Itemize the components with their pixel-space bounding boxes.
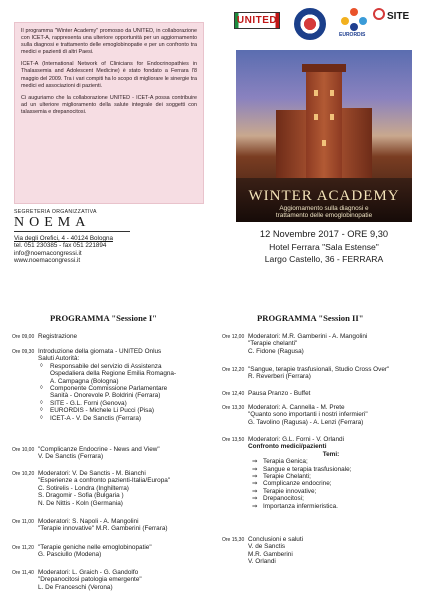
program-row: [12, 348, 176, 422]
greeting-item: ◊ Componente Commissione Parlamentare Sanità - Onorevole P. Boldrini (Ferrara): [40, 385, 168, 400]
program-time: Ore 10,20: [12, 470, 35, 477]
program-time: Ore 11,00: [12, 518, 34, 525]
diamond-icon: ◊: [40, 407, 43, 414]
event-info: [236, 228, 412, 265]
program-row: Ore 13,30 Moderatori: A. Cannella - M. Prete "Quanto sono importanti i nostri infermieri" G. Tavolino (Ragusa) - A. Lenzi (Ferrara): [222, 404, 368, 426]
topic-item: ⇒ Importanza infermieristica.: [252, 502, 338, 510]
figure-icon: [350, 8, 358, 16]
icet-a-logo: [294, 8, 326, 40]
program-row: Ore 12,20 "Sangue, terapie trasfusionali, Studio Cross Over" R. Reverberi (Ferrara): [222, 366, 390, 381]
arrow-icon: ⇒: [252, 465, 258, 473]
program-time: Ore 12,00: [222, 333, 245, 340]
intro-paragraph: ICET-A (International Network of Clinicians for Endocrinopathies in Thalassemia and Adolescent Medicine) è stato fondato a Ferrara l'8 maggio del 2009. Tra i vari compiti ha lo scopo di migliorare le sinergie tra medici ed associazioni di pazienti.: [21, 61, 197, 89]
diamond-icon: ◊: [40, 362, 43, 369]
topic-item: ⇒ Terapie innovative;: [252, 487, 317, 495]
logo-strip: [234, 8, 414, 44]
organizer-email[interactable]: info@noemacongressi.it: [14, 249, 82, 257]
divider: [14, 231, 130, 232]
diamond-icon: ◊: [40, 385, 43, 392]
program-time: Ore 12,20: [222, 366, 245, 373]
castle-illustration: [276, 70, 372, 178]
poster-title: WINTER ACADEMY: [248, 188, 400, 204]
arrow-icon: ⇒: [252, 487, 258, 495]
organizer-website[interactable]: www.noemacongressi.it: [14, 256, 81, 264]
program-time: Ore 13,30: [222, 404, 245, 411]
figure-icon: [359, 17, 367, 25]
site-logo: [376, 10, 412, 26]
topic-item: ⇒ Complicanze endocrine;: [252, 480, 332, 488]
program-row: Ore 12,40 Pausa Pranzo - Buffet: [222, 390, 311, 397]
eurordis-logo: [341, 8, 367, 42]
arrow-icon: ⇒: [252, 502, 258, 510]
session-2-title: PROGRAMMA "Session II": [257, 313, 364, 323]
program-time: Ore 15,30: [222, 536, 245, 543]
organizer-label: SEGRETERIA ORGANIZZATIVA: [14, 209, 97, 215]
program-text: Saluti Autorità:: [38, 355, 80, 363]
diamond-icon: ◊: [40, 414, 43, 421]
program-row: Ore 11,00 Moderatori: S. Napoli - A. Mangolini "Terapie innovative" M.R. Gamberini (Ferrara): [12, 518, 168, 533]
program-row: Ore 11,40 Moderatori: L. Graich - G. Gandolfo "Drepanocitosi patologia emergente" L. De Franceschi (Verona): [12, 569, 142, 591]
program-text: Registrazione: [38, 333, 78, 340]
intro-paragraph: Ci auguriamo che la collaborazione UNITED - ICET-A possa contribuire ad un ulteriore miglioramento della salute integrale dei soggetti con talassemia e drepanocitosi.: [21, 94, 197, 115]
event-address: Largo Castello, 36 - FERRARA: [264, 254, 384, 264]
greeting-item: ◊ Responsabile del servizio di Assistenza Ospedaliera della Regione Emilia Romagna- A. Campagna (Bologna): [40, 362, 177, 385]
event-date: 12 Novembre 2017 - ORE 9,30: [259, 229, 389, 239]
session-1-title: PROGRAMMA "Sessione I": [50, 313, 157, 323]
discussion-heading: Confronto medici/pazienti: [248, 443, 327, 451]
program-row: [12, 333, 77, 341]
poster-subtitle: Aggiornamento sulla diagnosi e trattamento delle emoglobinopatie: [275, 205, 373, 220]
program-time: Ore 11,40: [12, 569, 34, 576]
arrow-icon: ⇒: [252, 458, 258, 466]
topics-label: Temi:: [322, 450, 340, 458]
program-row: Ore 10,20 Moderatori: V. De Sanctis - M. Bianchi "Esperienze a confronto pazienti-Italia/Europa" C. Sotirelis - Londra (Inghilterra) S. Dragomir - Sofia (Bulgaria ) N. De Nittis - Koln (Germania): [12, 470, 171, 507]
greeting-item: ◊ SITE - G.L. Forni (Genova): [40, 399, 127, 407]
program-time: Ore 12,40: [222, 390, 245, 397]
topic-item: ⇒ Terapie Chelanti;: [252, 473, 311, 481]
program-row: Ore 10,00 "Complicanze Endocrine - News and View" V. De Sanctis (Ferrara): [12, 446, 160, 461]
eurordis-label: EURORDIS: [339, 32, 366, 38]
ring-icon: [373, 8, 385, 20]
program-time: Ore 10,00: [12, 446, 35, 453]
program-text: Introduzione della giornata - UNITED Onlus: [38, 348, 162, 355]
figure-icon: [350, 23, 358, 31]
program-row: Ore 13,50 Moderatori: G.L. Forni - V. Orlandi Confronto medici/pazienti Temi: ⇒ Terapia Genica; ⇒ Sangue e terapia trasfusionale; ⇒ Terapie Chelanti; ⇒ Complicanze endocrine; ⇒ Terapie innovative; ⇒ Drepanocitosi; ⇒ Importanza infermieristica.: [222, 436, 414, 510]
program-time: Ore 11,20: [12, 544, 34, 551]
organizer-block: [14, 209, 224, 264]
greeting-item: ◊ EURORDIS - Michele Li Pucci (Pisa): [40, 407, 155, 415]
program-row: Ore 15,30 Conclusioni e saluti V. de Sanctis M.R. Gamberini V. Orlandi: [222, 536, 304, 566]
organizer-name: NOEMA: [14, 215, 91, 230]
topics-list: [248, 458, 414, 510]
arrow-icon: ⇒: [252, 480, 258, 488]
greeting-item: ◊ ICET-A - V. De Sanctis (Ferrara): [40, 414, 142, 422]
program-row: Ore 12,00 Moderatori: M.R. Gamberini - A. Mangolini "Terapie chelanti" C. Fidone (Ragusa): [222, 333, 368, 355]
poster-image: [236, 50, 412, 222]
figure-icon: [341, 17, 349, 25]
program-time: Ore 09,30: [12, 348, 35, 355]
intro-paragraph: Il programma "Winter Academy" promosso da UNITED, in collaborazione con ICET-A, rappresenta una ulteriore opportunità per un aggiornamento sulla diagnosi e trattamento delle emoglobinopatie e per un confronto tra medici e pazienti di altri Paesi.: [21, 28, 197, 56]
organizer-phone: tel. 051 230385 - fax 051 221894: [14, 242, 107, 250]
topic-item: ⇒ Sangue e terapia trasfusionale;: [252, 465, 352, 473]
organizer-address: Via degli Orefici, 4 - 40124 Bologna: [14, 235, 113, 242]
site-label: SITE: [387, 11, 410, 22]
event-venue: Hotel Ferrara "Sala Estense": [269, 242, 379, 252]
arrow-icon: ⇒: [252, 473, 258, 481]
united-logo: UNITED: [234, 12, 280, 29]
program-time: Ore 13,50: [222, 436, 245, 443]
topic-item: ⇒ Terapia Genica;: [252, 458, 308, 466]
arrow-icon: ⇒: [252, 495, 258, 503]
program-time: Ore 09,00: [12, 333, 35, 340]
topic-item: ⇒ Drepanocitosi;: [252, 495, 304, 503]
program-row: Ore 11,20 "Terapie geniche nelle emoglobinopatie" G. Pasciullo (Modena): [12, 544, 152, 559]
diamond-icon: ◊: [40, 399, 43, 406]
intro-box: [14, 22, 204, 204]
